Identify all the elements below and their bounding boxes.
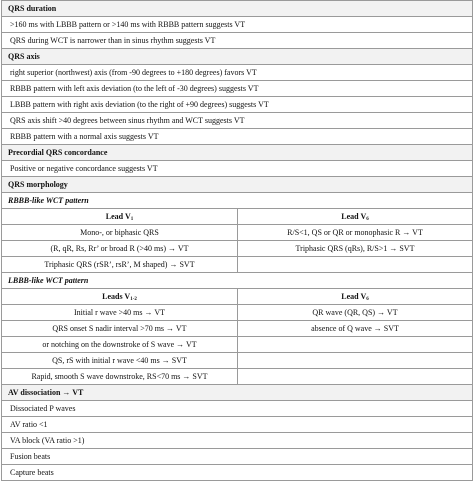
- subheader-lbbb-pattern: LBBB-like WCT pattern: [1, 273, 473, 289]
- criterion-row: QRS during WCT is narrower than in sinus rhythm suggests VT: [1, 33, 473, 49]
- criterion-row: RBBB pattern with a normal axis suggests VT: [1, 129, 473, 145]
- section-header-qrs-axis: QRS axis: [1, 49, 473, 65]
- section-header-qrs-morphology: QRS morphology: [1, 177, 473, 193]
- lbbb-v6-cell: absence of Q wave → SVT: [237, 321, 472, 336]
- lbbb-v1-2-cell: Initial r wave >40 ms → VT: [73, 308, 165, 317]
- rbbb-v1-cell: (R, qR, Rs, Rr’ or broad R (>40 ms) → VT: [50, 244, 189, 253]
- criterion-row: Positive or negative concordance suggests VT: [1, 161, 473, 177]
- lbbb-criteria-row: [1, 305, 473, 321]
- lbbb-criteria-row: [1, 369, 473, 385]
- lbbb-lead-v6-header: Lead $V_6$: [237, 289, 472, 304]
- section-header-qrs-duration: QRS duration: [1, 1, 473, 17]
- lbbb-v1-2-cell: QRS onset S nadir interval >70 ms → VT: [52, 324, 187, 333]
- criterion-row: QRS axis shift >40 degrees between sinus rhythm and WCT suggests VT: [1, 113, 473, 129]
- criterion-row: LBBB pattern with right axis deviation (to the right of +90 degrees) suggests VT: [1, 97, 473, 113]
- av-criterion-row: AV ratio <1: [1, 417, 473, 433]
- criterion-row: right superior (northwest) axis (from -90 degrees to +180 degrees) favors VT: [1, 65, 473, 81]
- lbbb-criteria-row: [1, 321, 473, 337]
- wct-criteria-table: [1, 0, 473, 481]
- lbbb-v6-cell: [237, 353, 472, 368]
- lbbb-leads-v1-2-header: Leads $V_{1-2}$: [102, 292, 137, 302]
- criterion-row: >160 ms with LBBB pattern or >140 ms with RBBB pattern suggests VT: [1, 17, 473, 33]
- av-criterion-row: Fusion beats: [1, 449, 473, 465]
- lbbb-criteria-row: [1, 353, 473, 369]
- rbbb-column-headers: [1, 209, 473, 225]
- rbbb-v1-cell: Mono-, or biphasic QRS: [80, 228, 159, 237]
- section-header-av-dissociation: AV dissociation → VT: [1, 385, 473, 401]
- av-criterion-row: VA block (VA ratio >1): [1, 433, 473, 449]
- lbbb-column-headers: [1, 289, 473, 305]
- rbbb-criteria-row: [1, 257, 473, 273]
- criterion-row: RBBB pattern with left axis deviation (to the left of -30 degrees) suggests VT: [1, 81, 473, 97]
- lbbb-v6-cell: [237, 337, 472, 352]
- lbbb-v1-2-cell: or notching on the downstroke of S wave → VT: [42, 340, 197, 349]
- lbbb-v6-cell: QR wave (QR, QS) → VT: [237, 305, 472, 320]
- section-header-concordance: Precordial QRS concordance: [1, 145, 473, 161]
- rbbb-v6-cell: [237, 257, 472, 272]
- rbbb-criteria-row: [1, 225, 473, 241]
- lbbb-criteria-row: [1, 337, 473, 353]
- av-criterion-row: Capture beats: [1, 465, 473, 481]
- rbbb-v1-cell: Triphasic QRS (rSR’, rsR’, M shaped) → SVT: [44, 260, 195, 269]
- rbbb-lead-v6-header: Lead $V_6$: [237, 209, 472, 224]
- lbbb-v6-cell: [237, 369, 472, 384]
- lbbb-v1-2-cell: Rapid, smooth S wave downstroke, RS<70 ms → SVT: [31, 372, 208, 381]
- rbbb-v6-cell: R/S<1, QS or QR or monophasic R → VT: [237, 225, 472, 240]
- av-criterion-row: Dissociated P waves: [1, 401, 473, 417]
- rbbb-lead-v1-header: Lead $V_1$: [105, 212, 134, 222]
- subheader-rbbb-pattern: RBBB-like WCT pattern: [1, 193, 473, 209]
- lbbb-v1-2-cell: QS, rS with initial r wave <40 ms → SVT: [52, 356, 187, 365]
- rbbb-criteria-row: [1, 241, 473, 257]
- rbbb-v6-cell: Triphasic QRS (qRs), R/S>1 → SVT: [237, 241, 472, 256]
